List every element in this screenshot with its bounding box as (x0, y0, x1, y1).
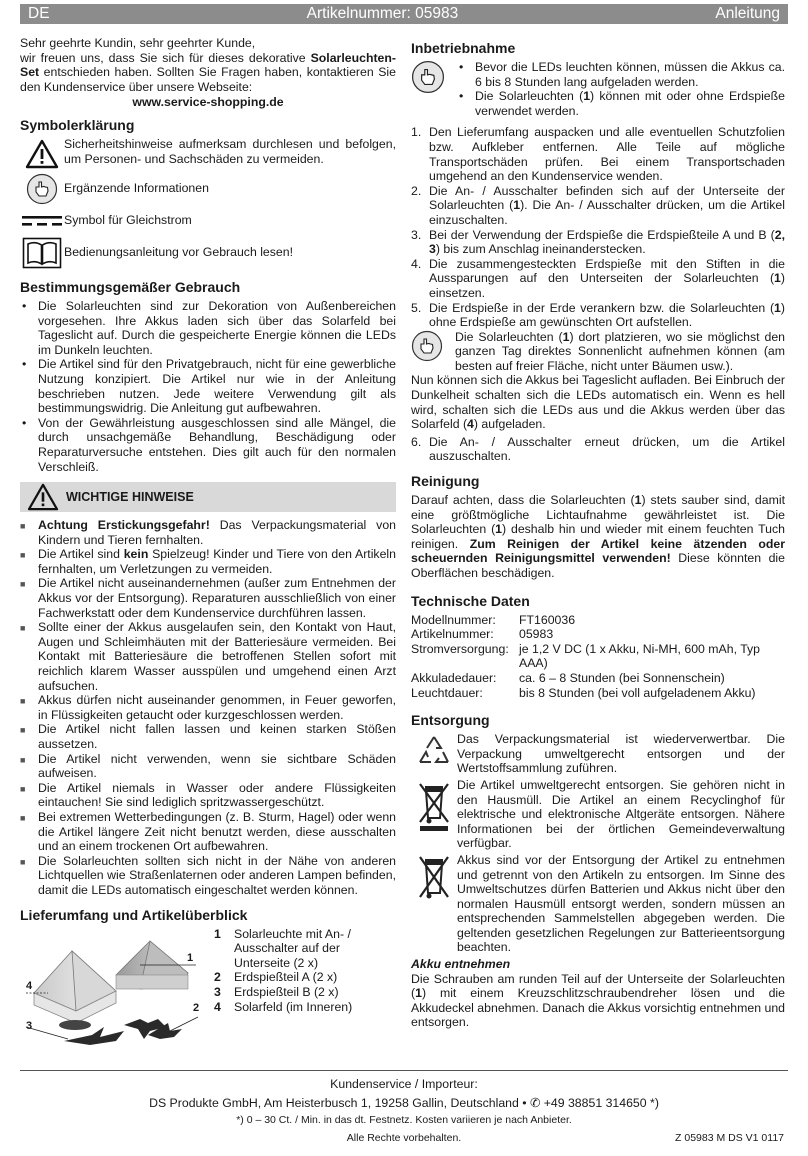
intended-use-title: Bestimmungsgemäßer Gebrauch (20, 278, 241, 295)
warning-triangle-icon (20, 137, 64, 171)
intended-item: • Die Artikel sind für den Privatgebrauch, nicht für eine gewerbliche Nutzung konzipiert. Die Artikel nur wie in der Anleitung beschrieben nutzen. Jede weitere Verwendung gilt als bestimmungswidrig. Die Anleitung gut aufbewahren. (22, 357, 396, 416)
sunlight-hint: Die Solarleuchten (1) dort platzieren, wo sie möglichst den ganzen Tag direktes Sonnenlicht aufnehmen können (am besten auf freier Fläche, nicht unter Bäumen usw.). (411, 330, 785, 374)
intro-text: Sehr geehrte Kundin, sehr geehrter Kunde, wir freuen uns, dass Sie sich für dieses dekorative Solarleuchten-Set entschieden haben. Sollten Sie Fragen haben, kontaktieren Sie den Kundenservice über unsere Webseite: www.service-shopping.de (20, 36, 396, 110)
direct-current-icon (20, 209, 64, 233)
scope-title: Lieferumfang und Artikelüberblick (20, 906, 248, 923)
tech-row: Artikelnummer: 05983 (411, 627, 554, 642)
warning-item: ■ Die Artikel sind kein Spielzeug! Kinder und Tiere von den Artikeln fernhalten, um Verletzungen zu vermeiden. (20, 547, 396, 576)
info-hand-icon (411, 60, 457, 118)
symbol-row-manual: Bedienungsanleitung vor Gebrauch lesen! (20, 236, 396, 270)
parts-list (206, 927, 396, 1057)
warning-item: ■ Die Solarleuchten sollten sich nicht in der Nähe von anderen Lichtquellen wie Straßenlaternen oder anderen Lampen befinden, damit die LEDs automatisch eingeschaltet werden können. (20, 853, 396, 897)
battery-removal-title: Akku entnehmen (411, 957, 511, 972)
warning-item: ■ Sollte einer der Akkus ausgelaufen sein, den Kontakt von Haut, Augen und Schleimhäuten mit der Batteriesäure vermeiden. Bei Kontakt mit Batteriesäure die betroffenen Stellen sofort mit reichlich klarem Wasser ausspülen und umgehend einen Arzt aufsuchen. (20, 620, 396, 693)
product-illustration (20, 927, 206, 1057)
setup-info: • Bevor die LEDs leuchten können, müssen die Akkus ca. 6 bis 8 Stunden lang aufgeladen werden. • Die Solarleuchten (1) können mit oder ohne Erdspieße verwendet werden. (411, 60, 785, 118)
tech-row: Leuchtdauer: bis 8 Stunden (bei voll aufgeladenem Akku) (411, 685, 756, 700)
cleaning-text: Darauf achten, dass die Solarleuchten (1) stets sauber sind, damit eine größtmögliche Lichtaufnahme gewährleistet ist. Die Solarleuchten (1) deshalb hin und wieder mit einem feuchten Tuch reinigen. Zum Reinigen der Artikel keine ätzenden oder scheuernden Reinigungsmittel verwenden! Diese könnten die Oberflächen beschädigen. (411, 493, 786, 580)
tech-row: Stromversorgung: je 1,2 V DC (1 x Akku, Ni-MH, 600 mAh, Typ AAA) (411, 641, 761, 671)
right-column (411, 40, 785, 1030)
setup-title: Inbetriebnahme (411, 40, 516, 56)
warning-item: ■ Die Artikel nicht verwenden, wenn sie sichtbare Schäden aufweisen. (20, 751, 396, 781)
setup-step: 5. Die Erdspieße in der Erde verankern bzw. die Solarleuchten (1) ohne Erdspieße am gewünschten Ort aufstellen. (411, 300, 785, 330)
setup-step: 2. Die An- / Ausschalter befinden sich auf der Unterseite der Solarleuchten (1). Die An- / Ausschalter drücken, um die Artikel einzuschalten. (411, 183, 785, 227)
tech-title: Technische Daten (411, 592, 530, 609)
part-item: 1 Solarleuchte mit An- / Ausschalter auf der Unterseite (2 x) (214, 926, 351, 970)
left-column (20, 36, 396, 1057)
website-url[interactable]: www.service-shopping.de (132, 95, 284, 110)
company-address: DS Produkte GmbH, Am Heisterbusch 1, 19258 Gallin, Deutschland • ✆ +49 38851 314650 *) (149, 1096, 659, 1110)
intended-item: • Von der Gewährleistung ausgeschlossen sind alle Mängel, die durch unsachgemäße Behandlung, Beschädigung oder Reparaturversuche entstehen. Dies gilt auch für den normalen Verschleiß. (22, 415, 396, 474)
symbols-title: Symbolerklärung (20, 116, 135, 133)
part-item: 3 Erdspießteil B (2 x) (214, 984, 339, 999)
crossed-bin-icon (411, 778, 457, 851)
callout-1: 1 (187, 951, 194, 964)
part-item: 2 Erdspießteil A (2 x) (214, 970, 338, 985)
recycling-icon (411, 732, 457, 776)
language-code: DE (28, 5, 50, 22)
rights-text: Alle Rechte vorbehalten. (346, 1132, 462, 1144)
service-label: Kundenservice / Importeur: (330, 1077, 478, 1091)
charging-paragraph: Nun können sich die Akkus bei Tageslicht aufladen. Bei Einbruch der Dunkelheit schalten sich die LEDs automatisch ein. Wenn es hell wird, schalten sich die LEDs aus und die Akkus werden über das Solarfeld (4) aufgeladen. (411, 373, 785, 432)
cleaning-title: Reinigung (411, 473, 480, 490)
footer-divider (20, 1070, 788, 1071)
symbol-row-warning: Sicherheitshinweise aufmerksam durchlesen und befolgen, um Personen- und Sachschäden zu vermeiden. (20, 137, 396, 171)
disposal-item: Akkus sind vor der Entsorgung der Artikel zu entnehmen und getrennt von den Artikeln zu entsorgen. Im Sinne des Umweltschutzes dürfen Batterien und Akkus nicht über den normalen Hausmüll entsorgt werden, sondern müssen an entsprechenden Sammelstellen abgegeben werden. Die geltenden gesetzlichen Regelungen zur Batterieentsorgung beachten. (411, 853, 785, 955)
tech-row: Akkuladedauer: ca. 6 – 8 Stunden (bei Sonnenschein) (411, 670, 725, 685)
setup-step: 3. Bei der Verwendung der Erdspieße die Erdspießteile A und B (2, 3) bis zum Anschlag ineinanderstecken. (411, 227, 785, 257)
document-code: Z 05983 M DS V1 0117 (675, 1132, 784, 1144)
warning-item: ■ Die Artikel nicht auseinandernehmen (außer zum Entnehmen der Akkus vor der Entsorgung). Reparaturen ausschließlich von einer Fachwerkstatt oder dem Kundenservice durchführen lassen. (20, 576, 396, 620)
warning-item: ■ Akkus dürfen nicht auseinander genommen, in Feuer geworfen, in Flüssigkeiten getaucht oder kurzgeschlossen werden. (20, 693, 396, 722)
tech-row: Modellnummer: FT160036 (411, 612, 576, 627)
part-item: 4 Solarfeld (im Inneren) (214, 999, 353, 1014)
important-notes-label: WICHTIGE HINWEISE (66, 489, 194, 504)
warning-item: ■ Achtung Erstickungsgefahr! Das Verpackungsmaterial von Kindern und Tieren fernhalten. (20, 518, 396, 547)
important-notes-bar (20, 482, 396, 512)
intended-item: • Die Solarleuchten sind zur Dekoration von Außenbereichen vorgesehen. Ihre Akkus laden sich über das Solarfeld bei Tageslicht auf. Durch die gespeicherte Energie können die LEDs im Dunkeln leuchten. (22, 298, 396, 357)
symbol-row-dc: Symbol für Gleichstrom (20, 209, 396, 233)
info-hand-icon (411, 330, 455, 374)
callout-3: 3 (26, 1019, 33, 1032)
callout-4: 4 (26, 979, 33, 992)
info-hand-icon (20, 172, 64, 206)
article-number: Artikelnummer: 05983 (306, 5, 459, 22)
warning-triangle-icon (20, 483, 66, 511)
warning-item: ■ Die Artikel niemals in Wasser oder andere Flüssigkeiten eintauchen! Sie sind lediglich spritzwassergeschützt. (20, 780, 396, 810)
symbol-row-info: Ergänzende Informationen (20, 172, 396, 206)
setup-step: 4. Die zusammengesteckten Erdspieße mit den Stiften in die Aussparungen auf den Unterseiten der Solarleuchten (1) einsetzen. (411, 256, 785, 300)
header-bar (20, 4, 788, 24)
cost-note: *) 0 – 30 Ct. / Min. in das dt. Festnetz. Kosten variieren je nach Anbieter. (236, 1114, 572, 1126)
document-type: Anleitung (715, 5, 780, 22)
crossed-battery-bin-icon (411, 853, 457, 955)
manual-book-icon (20, 236, 64, 270)
warning-item: ■ Bei extremen Wetterbedingungen (z. B. Sturm, Hagel) oder wenn die Artikel längere Zeit nicht benutzt werden, diese ausschalten und an einem trockenen Ort aufbewahren. (20, 809, 396, 854)
setup-step: 6. Die An- / Ausschalter erneut drücken, um die Artikel auszuschalten. (411, 434, 785, 464)
disposal-item: Das Verpackungsmaterial ist wiederverwertbar. Die Verpackung umweltgerecht entsorgen und der Wertstoffsammlung zuführen. (411, 732, 785, 776)
callout-2: 2 (193, 1001, 200, 1014)
warning-item: ■ Die Artikel nicht fallen lassen und keinen starken Stößen aussetzen. (20, 722, 396, 751)
setup-step: 1. Den Lieferumfang auspacken und alle eventuellen Schutzfolien bzw. Aufkleber entfernen. Alle Teile auf mögliche Transportschäden prüfen. Bei einem Transportschaden umgehend an den Kundenservice wenden. (411, 125, 785, 184)
scope-section (20, 927, 396, 1057)
disposal-title: Entsorgung (411, 712, 490, 729)
greeting: Sehr geehrte Kundin, sehr geehrter Kunde, (20, 36, 256, 50)
battery-removal-text: Die Schrauben am runden Teil auf der Unterseite der Solarleuchten (1) mit einem Kreuzschlitzschraubendreher lösen und die Akkudeckel abnehmen. Danach die Akkus vorsichtig entnehmen und entsorgen. (411, 971, 785, 1030)
disposal-item: Die Artikel umweltgerecht entsorgen. Sie gehören nicht in den Hausmüll. Die Artikel an einem Recyclinghof für elektrische und elektronische Altgeräte entsorgen. Nähere Informationen bei der örtlichen Gemeindeverwaltung verfügbar. (411, 778, 785, 851)
